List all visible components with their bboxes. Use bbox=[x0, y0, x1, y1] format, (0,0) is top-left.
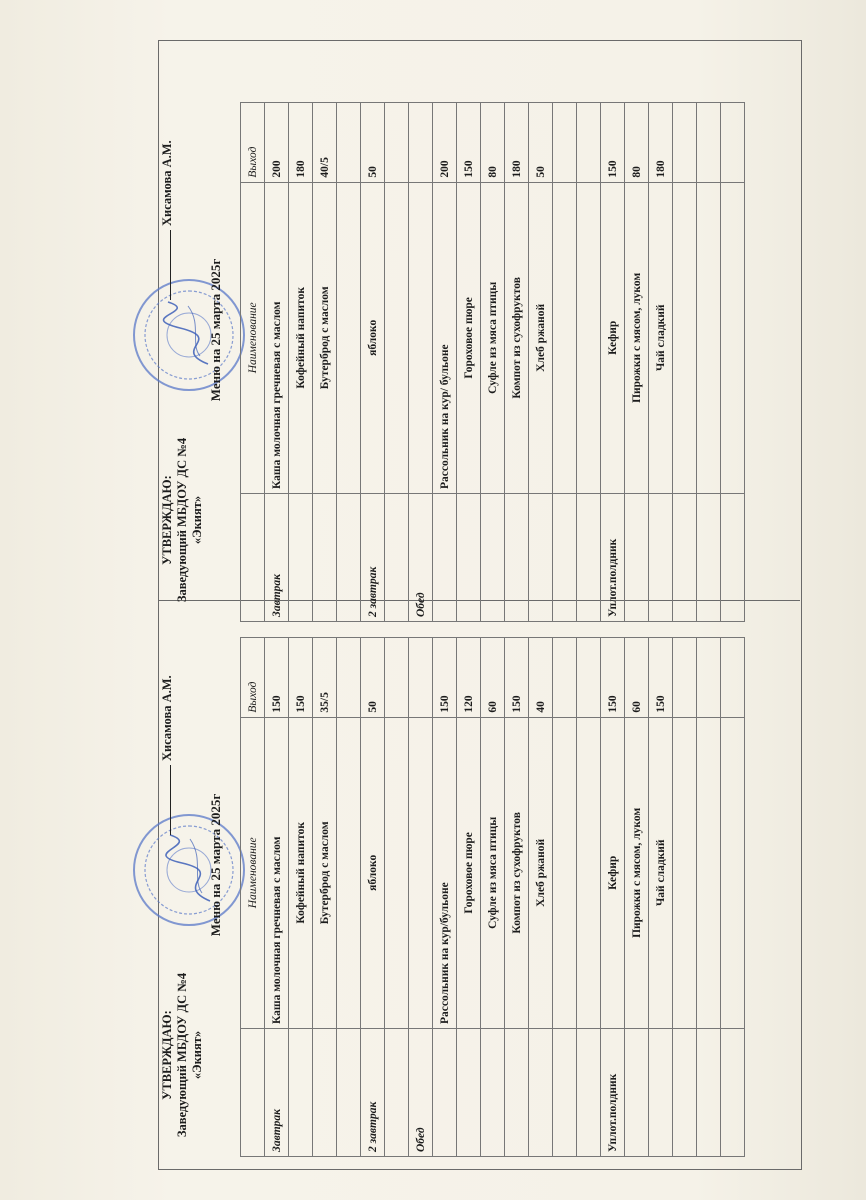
menu-date-title: Меню на 25 марта 2025г bbox=[208, 258, 223, 402]
table-row bbox=[361, 103, 385, 622]
meal-cell bbox=[385, 494, 409, 622]
output-cell: 80 bbox=[625, 103, 649, 183]
table-row bbox=[697, 103, 721, 622]
output-cell: 120 bbox=[457, 638, 481, 718]
table-row bbox=[457, 638, 481, 1157]
output-cell: 180 bbox=[505, 103, 529, 183]
table-row bbox=[481, 638, 505, 1157]
meal-cell bbox=[313, 494, 337, 622]
signature-line bbox=[160, 635, 175, 835]
dish-cell: Каша молочная гречневая с маслом bbox=[265, 717, 289, 1028]
output-cell bbox=[409, 103, 433, 183]
approval-position: Заведующий МБДОУ ДС №4 bbox=[175, 437, 189, 603]
dish-cell bbox=[721, 717, 745, 1028]
output-cell bbox=[385, 638, 409, 718]
output-cell: 50 bbox=[361, 103, 385, 183]
dish-cell: Хлеб ржаной bbox=[529, 182, 553, 493]
table-row bbox=[433, 638, 457, 1157]
output-cell: 35/5 bbox=[313, 638, 337, 718]
meal-cell: 2 завтрак bbox=[361, 1029, 385, 1157]
output-cell: 180 bbox=[289, 103, 313, 183]
signature-blank bbox=[170, 765, 171, 835]
dish-cell: Бутерброд с маслом bbox=[313, 717, 337, 1028]
table-row bbox=[601, 638, 625, 1157]
dish-cell: Рассольник на кур/ бульоне bbox=[433, 182, 457, 493]
dish-cell bbox=[385, 717, 409, 1028]
dish-cell: Чай сладкий bbox=[649, 182, 673, 493]
output-cell bbox=[553, 103, 577, 183]
meal-cell bbox=[433, 1029, 457, 1157]
meal-cell bbox=[313, 1029, 337, 1157]
table-row bbox=[265, 103, 289, 622]
menu-panel-bottom bbox=[130, 625, 750, 1165]
output-cell: 150 bbox=[457, 103, 481, 183]
column-header-dish: Наименование bbox=[241, 717, 265, 1028]
output-cell bbox=[673, 638, 697, 718]
output-cell: 40/5 bbox=[313, 103, 337, 183]
signer-name: Хисамова А.М. bbox=[160, 675, 174, 761]
output-cell bbox=[577, 638, 601, 718]
dish-cell bbox=[553, 717, 577, 1028]
output-cell: 50 bbox=[361, 638, 385, 718]
dish-cell: Кофейный напиток bbox=[289, 717, 313, 1028]
meal-cell bbox=[457, 494, 481, 622]
dish-cell: Компот из сухофруктов bbox=[505, 182, 529, 493]
dish-cell: Пирожки с мясом, луком bbox=[625, 182, 649, 493]
menu-table bbox=[240, 637, 745, 1157]
approval-position: Заведующий МБДОУ ДС №4 bbox=[175, 972, 189, 1138]
dish-cell: Каша молочная гречневая с маслом bbox=[265, 182, 289, 493]
dish-cell: Суфле из мяса птицы bbox=[481, 717, 505, 1028]
dish-cell: Пирожки с мясом, луком bbox=[625, 717, 649, 1028]
output-cell bbox=[337, 103, 361, 183]
meal-cell bbox=[577, 494, 601, 622]
dish-cell bbox=[409, 717, 433, 1028]
table-row bbox=[553, 638, 577, 1157]
approval-title: УТВЕРЖДАЮ: bbox=[160, 1010, 174, 1100]
output-cell: 80 bbox=[481, 103, 505, 183]
output-cell bbox=[577, 103, 601, 183]
panel-header bbox=[130, 90, 235, 630]
table-row bbox=[313, 103, 337, 622]
dish-cell: Кефир bbox=[601, 182, 625, 493]
panel-header bbox=[130, 625, 235, 1165]
dish-cell: Рассольник на кур/бульоне bbox=[433, 717, 457, 1028]
column-header-output: Выход bbox=[241, 638, 265, 718]
table-row bbox=[361, 638, 385, 1157]
dish-cell: Кефир bbox=[601, 717, 625, 1028]
meal-cell bbox=[673, 1029, 697, 1157]
meal-cell bbox=[553, 494, 577, 622]
dish-cell: Хлеб ржаной bbox=[529, 717, 553, 1028]
table-row bbox=[265, 638, 289, 1157]
meal-cell bbox=[505, 1029, 529, 1157]
dish-cell: Компот из сухофруктов bbox=[505, 717, 529, 1028]
meal-cell bbox=[625, 1029, 649, 1157]
menu-panel-top bbox=[130, 90, 750, 630]
meal-cell bbox=[289, 494, 313, 622]
table-row bbox=[505, 103, 529, 622]
output-cell: 150 bbox=[649, 638, 673, 718]
meal-cell bbox=[721, 494, 745, 622]
approval-org: «Экият» bbox=[190, 1030, 204, 1080]
meal-cell bbox=[721, 1029, 745, 1157]
output-cell: 150 bbox=[265, 638, 289, 718]
output-cell bbox=[553, 638, 577, 718]
approval-block bbox=[160, 955, 205, 1155]
column-header-output: Выход bbox=[241, 103, 265, 183]
table-row bbox=[721, 103, 745, 622]
dish-cell bbox=[673, 717, 697, 1028]
dish-cell bbox=[337, 182, 361, 493]
dish-cell bbox=[673, 182, 697, 493]
table-row bbox=[721, 638, 745, 1157]
dish-cell bbox=[553, 182, 577, 493]
table-row bbox=[289, 103, 313, 622]
output-cell: 60 bbox=[625, 638, 649, 718]
meal-cell bbox=[529, 494, 553, 622]
official-stamp-icon bbox=[130, 276, 248, 394]
table-row bbox=[673, 103, 697, 622]
meal-cell bbox=[385, 1029, 409, 1157]
menu-table bbox=[240, 102, 745, 622]
dish-cell: Гороховое пюре bbox=[457, 182, 481, 493]
output-cell: 150 bbox=[289, 638, 313, 718]
meal-cell bbox=[553, 1029, 577, 1157]
meal-cell bbox=[337, 494, 361, 622]
meal-cell bbox=[697, 1029, 721, 1157]
table-row bbox=[649, 638, 673, 1157]
dish-cell bbox=[385, 182, 409, 493]
output-cell: 60 bbox=[481, 638, 505, 718]
table-row bbox=[553, 103, 577, 622]
output-cell bbox=[697, 103, 721, 183]
output-cell bbox=[721, 638, 745, 718]
dish-cell bbox=[409, 182, 433, 493]
table-row bbox=[385, 638, 409, 1157]
output-cell: 150 bbox=[505, 638, 529, 718]
table-row bbox=[649, 103, 673, 622]
dish-cell bbox=[697, 717, 721, 1028]
meal-cell: Завтрак bbox=[265, 1029, 289, 1157]
meal-cell: Обед bbox=[409, 1029, 433, 1157]
dish-cell bbox=[577, 182, 601, 493]
meal-cell bbox=[505, 494, 529, 622]
dish-cell bbox=[577, 717, 601, 1028]
meal-cell bbox=[673, 494, 697, 622]
table-row bbox=[577, 103, 601, 622]
meal-cell bbox=[529, 1029, 553, 1157]
table-header-row bbox=[241, 638, 265, 1157]
table-row bbox=[337, 103, 361, 622]
table-row bbox=[529, 638, 553, 1157]
column-header-dish: Наименование bbox=[241, 182, 265, 493]
meal-cell bbox=[625, 494, 649, 622]
output-cell bbox=[337, 638, 361, 718]
table-header-row bbox=[241, 103, 265, 622]
meal-cell bbox=[337, 1029, 361, 1157]
meal-cell bbox=[481, 494, 505, 622]
table-row bbox=[529, 103, 553, 622]
meal-cell bbox=[577, 1029, 601, 1157]
meal-cell: Уплот.полдник bbox=[601, 494, 625, 622]
meal-cell bbox=[433, 494, 457, 622]
meal-cell bbox=[649, 494, 673, 622]
dish-cell bbox=[721, 182, 745, 493]
output-cell bbox=[409, 638, 433, 718]
output-cell: 200 bbox=[433, 103, 457, 183]
table-row bbox=[385, 103, 409, 622]
dish-cell: Кофейный напиток bbox=[289, 182, 313, 493]
table-row bbox=[601, 103, 625, 622]
dish-cell: Гороховое пюре bbox=[457, 717, 481, 1028]
output-cell: 50 bbox=[529, 103, 553, 183]
table-row bbox=[505, 638, 529, 1157]
output-cell: 150 bbox=[601, 103, 625, 183]
table-row bbox=[625, 103, 649, 622]
meal-cell bbox=[649, 1029, 673, 1157]
table-row bbox=[409, 103, 433, 622]
signature-blank bbox=[170, 230, 171, 300]
output-cell: 150 bbox=[433, 638, 457, 718]
table-row bbox=[457, 103, 481, 622]
table-row bbox=[697, 638, 721, 1157]
dish-cell bbox=[697, 182, 721, 493]
output-cell: 180 bbox=[649, 103, 673, 183]
signature-line bbox=[160, 100, 175, 300]
meal-cell bbox=[457, 1029, 481, 1157]
column-header-meal bbox=[241, 494, 265, 622]
approval-block bbox=[160, 420, 205, 620]
table-row bbox=[409, 638, 433, 1157]
dish-cell: яблоко bbox=[361, 182, 385, 493]
signer-name: Хисамова А.М. bbox=[160, 140, 174, 226]
menu-date-title: Меню на 25 марта 2025г bbox=[208, 793, 223, 937]
meal-cell: Завтрак bbox=[265, 494, 289, 622]
meal-cell: Обед bbox=[409, 494, 433, 622]
output-cell: 40 bbox=[529, 638, 553, 718]
dish-cell: Суфле из мяса птицы bbox=[481, 182, 505, 493]
output-cell bbox=[721, 103, 745, 183]
output-cell bbox=[673, 103, 697, 183]
dish-cell bbox=[337, 717, 361, 1028]
table-row bbox=[433, 103, 457, 622]
table-row bbox=[625, 638, 649, 1157]
dish-cell: Бутерброд с маслом bbox=[313, 182, 337, 493]
meal-cell bbox=[481, 1029, 505, 1157]
meal-cell bbox=[289, 1029, 313, 1157]
table-row bbox=[481, 103, 505, 622]
meal-cell: Уплот.полдник bbox=[601, 1029, 625, 1157]
output-cell bbox=[697, 638, 721, 718]
column-header-meal bbox=[241, 1029, 265, 1157]
dish-cell: яблоко bbox=[361, 717, 385, 1028]
table-row bbox=[673, 638, 697, 1157]
approval-title: УТВЕРЖДАЮ: bbox=[160, 475, 174, 565]
official-stamp-icon bbox=[130, 811, 248, 929]
output-cell bbox=[385, 103, 409, 183]
output-cell: 200 bbox=[265, 103, 289, 183]
table-row bbox=[337, 638, 361, 1157]
output-cell: 150 bbox=[601, 638, 625, 718]
meal-cell: 2 завтрак bbox=[361, 494, 385, 622]
table-row bbox=[313, 638, 337, 1157]
meal-cell bbox=[697, 494, 721, 622]
approval-org: «Экият» bbox=[190, 495, 204, 545]
table-row bbox=[289, 638, 313, 1157]
table-row bbox=[577, 638, 601, 1157]
dish-cell: Чай сладкий bbox=[649, 717, 673, 1028]
